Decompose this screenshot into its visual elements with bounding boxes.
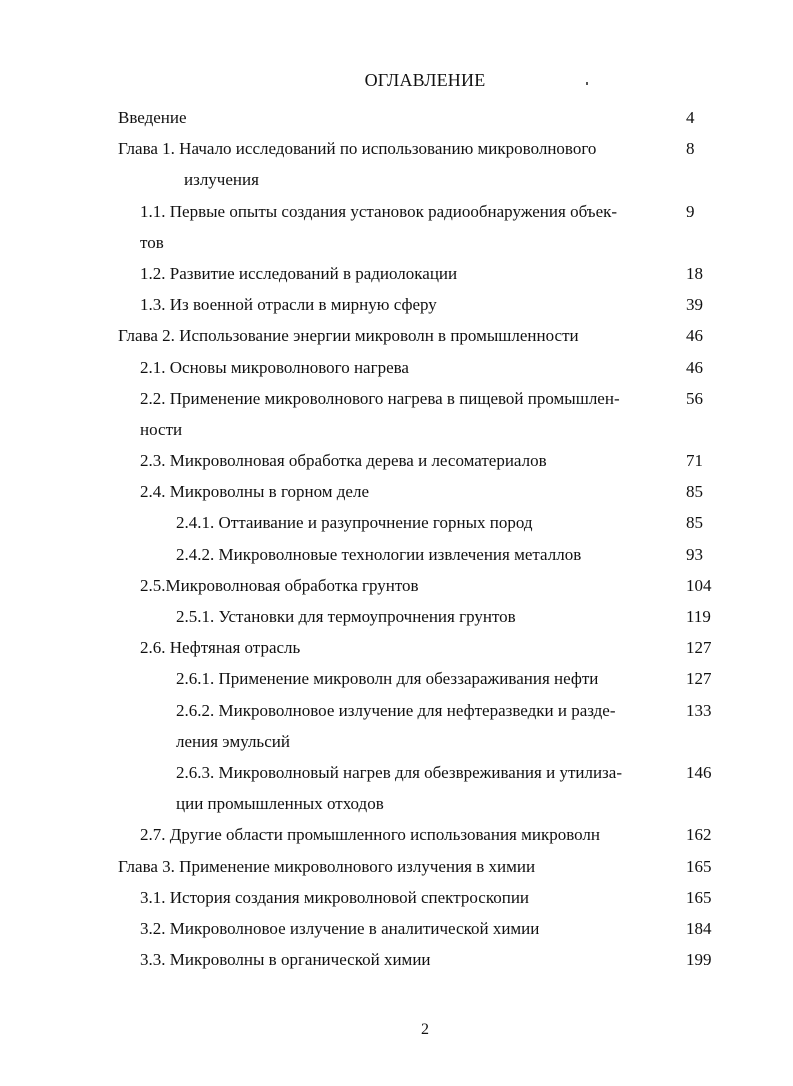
toc-entry-text: 2.7. Другие области промышленного использования микроволн [140, 825, 600, 845]
toc-entry-2-4 [0, 476, 793, 507]
toc-entry-page: 18 [686, 263, 703, 283]
toc-entry-text: 1.2. Развитие исследований в радиолокации [140, 263, 458, 283]
toc-entry-page: 46 [686, 326, 703, 346]
page-title: ОГЛАВЛЕНИЕ [364, 70, 486, 90]
toc-entry-page: 199 [686, 950, 712, 970]
toc-entry-text: ления эмульсий [176, 731, 290, 751]
toc-entry-page: 184 [686, 918, 712, 938]
toc-entry-text: ции промышленных отходов [176, 794, 384, 814]
toc-entry-2-6-1 [0, 663, 793, 694]
toc-entry-page: 165 [686, 856, 712, 876]
toc-entry-page: 93 [686, 544, 703, 564]
toc-entry-text: Глава 2. Использование энергии микроволн в промышленности [118, 326, 579, 346]
toc-entry-text: 2.6.2. Микроволновое излучение для нефтеразведки и разде- [176, 700, 616, 720]
toc-entry-text: 2.5.1. Установки для термоупрочнения грунтов [176, 607, 516, 626]
toc-entry-page: 104 [686, 575, 712, 595]
toc-entry-text: Введение [118, 108, 187, 127]
toc-entry-3-2 [0, 913, 793, 944]
toc-entry-text: 1.1. Первые опыты создания установок радиообнаружения объек- [140, 201, 618, 221]
toc-entry-page: 4 [686, 108, 695, 127]
toc-entry-page: 119 [686, 607, 711, 626]
toc-entry-chapter-3 [0, 851, 793, 882]
table-of-contents [0, 102, 793, 975]
toc-entry-text: 2.4. Микроволны в горном деле [140, 482, 369, 502]
toc-entry-page: 71 [686, 451, 703, 471]
toc-entry-text: тов [140, 232, 164, 252]
toc-entry-page: 56 [686, 388, 703, 408]
toc-entry-page: 8 [686, 139, 695, 159]
toc-entry-text: 3.3. Микроволны в органической химии [140, 950, 431, 970]
toc-entry-page: 85 [686, 513, 703, 533]
toc-entry-2-5 [0, 570, 793, 601]
toc-entry-page: 85 [686, 482, 703, 502]
toc-entry-text: 2.3. Микроволновая обработка дерева и лесоматериалов [140, 451, 547, 471]
toc-entry-page: 9 [686, 201, 695, 221]
toc-entry-2-2-continuation [0, 414, 793, 445]
toc-entry-text: Глава 1. Начало исследований по использованию микроволнового [118, 139, 597, 159]
toc-entry-introduction [0, 102, 793, 133]
toc-entry-2-4-1 [0, 507, 793, 538]
toc-entry-text: 2.1. Основы микроволнового нагрева [140, 357, 409, 377]
toc-entry-text: 2.2. Применение микроволнового нагрева в пищевой промышлен- [140, 388, 620, 408]
toc-entry-2-2 [0, 383, 793, 414]
toc-entry-chapter-2 [0, 320, 793, 351]
toc-entry-page: 127 [686, 669, 712, 689]
toc-entry-text: 2.5.Микроволновая обработка грунтов [140, 575, 419, 595]
toc-entry-text: 2.6.3. Микроволновый нагрев для обезвреживания и утилиза- [176, 762, 622, 782]
toc-entry-page: 39 [686, 295, 703, 315]
toc-entry-3-3 [0, 944, 793, 975]
toc-entry-chapter-1-continuation [0, 164, 793, 195]
toc-entry-text: 2.4.2. Микроволновые технологии извлечения металлов [176, 544, 582, 564]
toc-entry-text: 2.4.1. Оттаивание и разупрочнение горных пород [176, 513, 533, 533]
toc-entry-text: 1.3. Из военной отрасли в мирную сферу [140, 295, 437, 315]
toc-entry-2-7 [0, 819, 793, 850]
toc-entry-1-1 [0, 196, 793, 227]
scan-speck [586, 82, 588, 85]
toc-entry-page: 46 [686, 357, 703, 377]
toc-entry-2-6-3-continuation [0, 788, 793, 819]
toc-entry-page: 146 [686, 762, 712, 782]
toc-entry-text: 2.6. Нефтяная отрасль [140, 638, 301, 658]
toc-entry-text: 2.6.1. Применение микроволн для обеззараживания нефти [176, 669, 599, 689]
toc-entry-text: 3.1. История создания микроволновой спектроскопии [140, 887, 530, 907]
toc-entry-text: 3.2. Микроволновое излучение в аналитической химии [140, 918, 540, 938]
toc-entry-text: излучения [184, 170, 259, 190]
toc-entry-chapter-1 [0, 133, 793, 164]
toc-entry-2-1 [0, 352, 793, 383]
toc-entry-text: ности [140, 419, 183, 439]
toc-entry-2-6-2-continuation [0, 726, 793, 757]
page-number: 2 [421, 1021, 429, 1038]
toc-entry-2-4-2 [0, 539, 793, 570]
toc-entry-3-1 [0, 882, 793, 913]
toc-entry-1-2 [0, 258, 793, 289]
toc-entry-page: 162 [686, 825, 712, 845]
toc-entry-text: Глава 3. Применение микроволнового излучения в химии [118, 856, 536, 876]
toc-entry-2-6-2 [0, 695, 793, 726]
toc-entry-page: 165 [686, 887, 712, 907]
toc-entry-page: 133 [686, 700, 712, 720]
toc-entry-2-6-3 [0, 757, 793, 788]
toc-entry-1-1-continuation [0, 227, 793, 258]
toc-entry-2-3 [0, 445, 793, 476]
toc-entry-2-5-1 [0, 601, 793, 632]
toc-entry-1-3 [0, 289, 793, 320]
toc-entry-page: 127 [686, 638, 712, 658]
toc-entry-2-6 [0, 632, 793, 663]
